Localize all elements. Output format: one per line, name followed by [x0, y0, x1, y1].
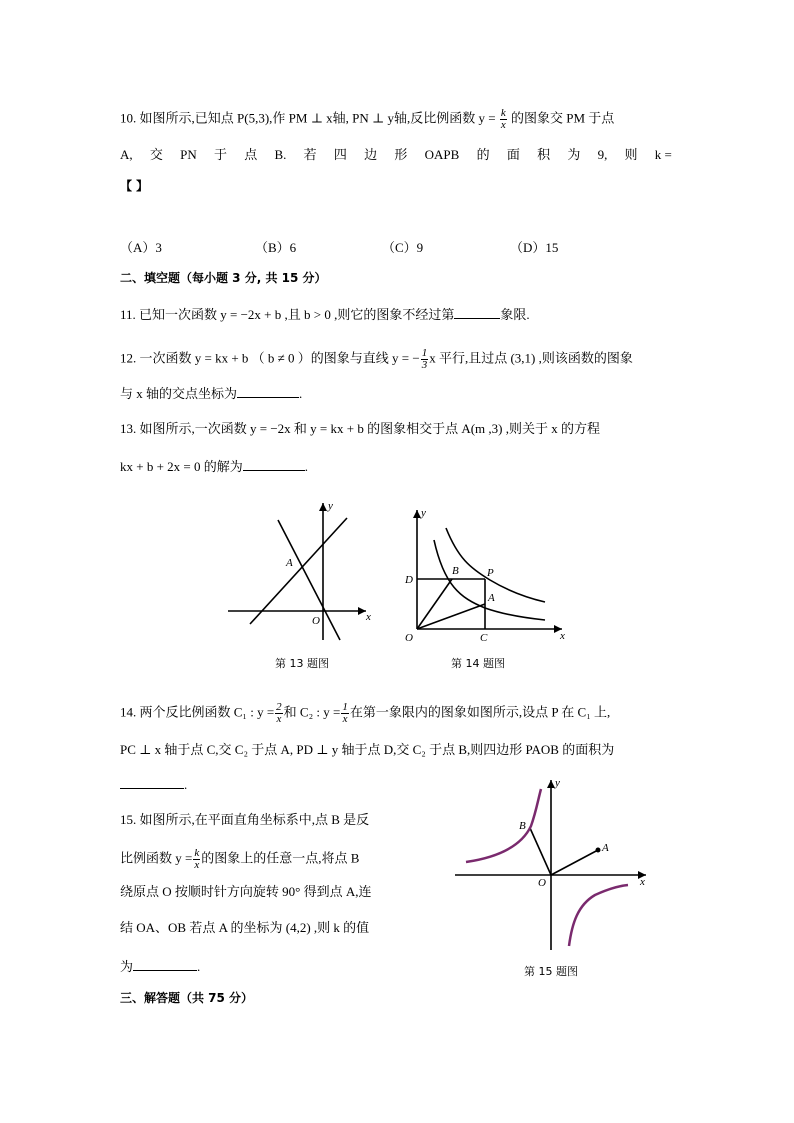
- q14-text-e: .: [184, 777, 188, 792]
- q13-line1: 13. 如图所示,一次函数 y = −2x 和 y = kx + b 的图象相交于点 A(m ,3) ,则关于 x 的方程: [120, 421, 600, 436]
- q15-text-b1: 比例函数 y =: [120, 850, 193, 866]
- option-c: （C）9: [382, 240, 424, 255]
- q15-text-f: .: [197, 959, 201, 974]
- q10-bracket: 【 】: [120, 179, 149, 193]
- label-C: C: [480, 632, 488, 644]
- section-3-heading: 三、解答题（共 75 分）: [120, 991, 254, 1005]
- q12-text-b: x 平行,且过点 (3,1) ,则该函数的图象: [429, 350, 633, 366]
- q11-text: 11. 已知一次函数 y = −2x + b ,且 b > 0 ,则它的图象不经过第: [120, 307, 455, 322]
- frac-den: x: [500, 119, 506, 131]
- frac-num: k: [194, 847, 200, 859]
- q10-line2-word: k =: [654, 147, 672, 162]
- label-y: y: [555, 777, 560, 789]
- q15-line3: 绕原点 O 按顺时针方向旋转 90° 得到点 A,连: [120, 884, 372, 899]
- q14-line2: PC ⊥ x 轴于点 C,交 C₂ 于点 A, PD ⊥ y 轴于点 D,交 C₂ 于点 B,则四边形 PAOB 的面积为: [120, 742, 615, 757]
- q15-line1: 15. 如图所示,在平面直角坐标系中,点 B 是反: [120, 812, 370, 827]
- hyperbola-branch-2: [466, 789, 541, 862]
- q10-line2-word: OAPB: [424, 147, 460, 162]
- q10-text: 10. 如图所示,已知点: [120, 110, 238, 126]
- figure-15-caption: 第 15 题图: [524, 965, 578, 978]
- label-B: B: [452, 565, 459, 577]
- q10-line2-word: 边: [364, 147, 378, 162]
- label-y: y: [421, 507, 426, 519]
- q10-line2-word: 为: [567, 147, 581, 162]
- label-O: O: [312, 615, 320, 627]
- q10-line2-word: 积: [537, 147, 551, 162]
- q15-line4: 结 OA、OB 若点 A 的坐标为 (4,2) ,则 k 的值: [120, 920, 370, 935]
- figure-14-caption: 第 14 题图: [451, 657, 505, 670]
- label-A: A: [602, 842, 609, 854]
- q10-line2-word: 则: [624, 147, 638, 162]
- q10-line2-word: 9,: [597, 147, 608, 162]
- q11-text-b: 象限.: [500, 307, 530, 322]
- label-P: P: [487, 567, 494, 579]
- q14-text: 14. 两个反比例函数 C₁ : y =: [120, 704, 275, 720]
- frac-den: x: [342, 713, 348, 725]
- frac-den: x: [194, 859, 200, 871]
- label-D: D: [405, 574, 413, 586]
- segment-OB: [530, 828, 551, 875]
- q10-line2-word: PN: [180, 147, 197, 162]
- label-O: O: [405, 632, 413, 644]
- segment-OA: [551, 850, 598, 875]
- label-A: A: [286, 557, 293, 569]
- label-x: x: [560, 630, 565, 642]
- q10-line2-word: 四: [333, 147, 347, 162]
- q14-text-b: 和 C₂ : y =: [283, 704, 341, 720]
- q14-text-c: 在第一象限内的图象如图所示,设点 P 在 C₁ 上,: [349, 704, 611, 720]
- q15-text-e: 为: [120, 959, 134, 974]
- q12-text-c: 与 x 轴的交点坐标为: [120, 386, 238, 401]
- q12-text-d: .: [299, 386, 303, 401]
- q13-text-b: kx + b + 2x = 0 的解为: [120, 459, 243, 474]
- q10-line2-word: 若: [303, 147, 317, 162]
- q10-line2-word: B.: [274, 147, 287, 162]
- q10-line2-word: 于: [213, 147, 227, 162]
- option-d: （D）15: [510, 240, 559, 255]
- q10-line2-word: 形: [394, 147, 408, 162]
- label-x: x: [366, 611, 371, 623]
- q15-text-b2: 的图象上的任意一点,将点 B: [201, 850, 360, 866]
- label-A: A: [488, 592, 495, 604]
- label-B: B: [519, 820, 526, 832]
- frac-num: 1: [421, 347, 428, 359]
- q10-line2-word: 点: [244, 147, 258, 162]
- q10-line2-word: 面: [506, 147, 520, 162]
- figure-13-caption: 第 13 题图: [275, 657, 329, 670]
- frac-num: 2: [276, 701, 282, 713]
- q12-text: 12. 一次函数 y = kx + b （ b ≠ 0 ）的图象与直线 y = −: [120, 350, 420, 366]
- q10-line2-word: 交: [149, 147, 163, 162]
- option-a: （A）3: [120, 240, 162, 255]
- frac-num: k: [500, 107, 506, 119]
- hyperbola-branch-4: [569, 885, 628, 946]
- q10-text-c: 的图象交 PM 于点: [511, 110, 615, 126]
- frac-den: 3: [421, 359, 428, 371]
- q10-line2-word: 的: [476, 147, 490, 162]
- y-arrow: [547, 780, 555, 788]
- frac-den: x: [276, 713, 282, 725]
- section-2-heading: 二、填空题（每小题 3 分, 共 15 分）: [120, 271, 327, 285]
- frac-num: 1: [342, 701, 348, 713]
- option-b: （B）6: [255, 240, 297, 255]
- q10-line2-word: A,: [120, 147, 133, 162]
- label-x: x: [640, 876, 645, 888]
- label-y: y: [328, 500, 333, 512]
- label-O: O: [538, 877, 546, 889]
- point-A: [596, 848, 601, 853]
- q10-text-b: P(5,3),作 PM ⊥ x轴, PN ⊥ y轴,反比例函数 y =: [237, 110, 496, 126]
- q13-text-c: .: [304, 459, 308, 474]
